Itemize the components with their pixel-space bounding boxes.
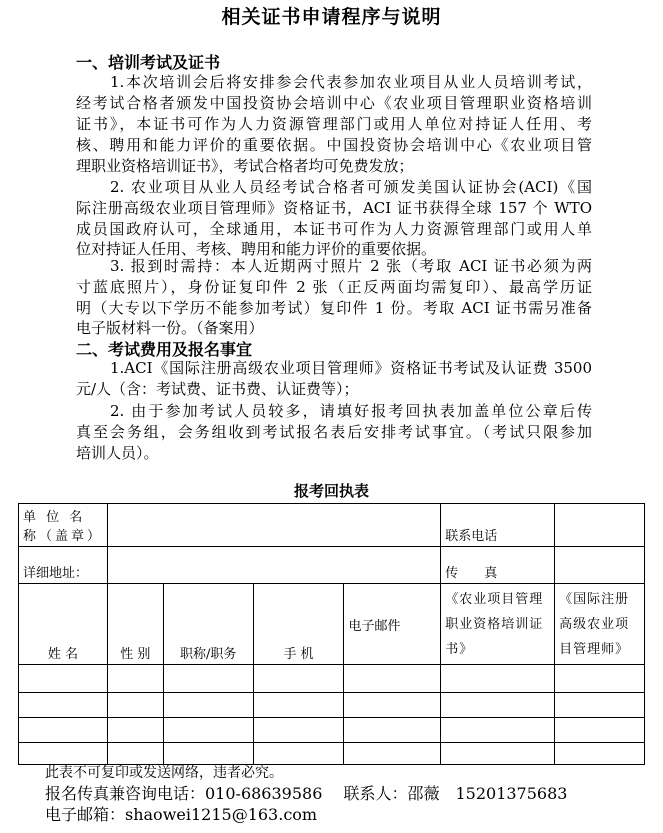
cell[interactable]	[19, 693, 108, 718]
paragraph-line: 1.本次培训会后将安排参会代表参加农业项目从业人员培训考试，	[110, 73, 592, 91]
cell[interactable]	[555, 718, 645, 743]
cell[interactable]	[107, 665, 163, 693]
paragraph-line: 证书》，本证书可作为人力资源管理部门或用人单位对持证人任用、考	[76, 115, 592, 133]
cell[interactable]	[555, 665, 645, 693]
footer-email: 电子邮箱：shaowei1215@163.com	[45, 805, 318, 824]
col-name: 姓 名	[19, 584, 108, 665]
table-row	[19, 665, 645, 693]
cell[interactable]	[441, 665, 555, 693]
phone-label: 联系电话	[441, 504, 555, 547]
cell[interactable]	[19, 718, 108, 743]
table-row	[19, 693, 645, 718]
cell[interactable]	[163, 718, 253, 743]
cell[interactable]	[441, 693, 555, 718]
section2-heading: 二、考试费用及报名事宜	[76, 340, 253, 359]
col-cert-agri: 《农业项目管理职业资格培训证书》	[441, 584, 555, 665]
cell[interactable]	[344, 665, 441, 693]
cell[interactable]	[107, 718, 163, 743]
paragraph-line: 3. 报到时需持：本人近期两寸照片 2 张（考取 ACI 证书必须为两	[110, 257, 592, 275]
paragraph-line: 培训人员）。	[76, 444, 159, 462]
cell[interactable]	[344, 693, 441, 718]
paragraph-line: 位对持证人任用、考核、聘用和能力评价的重要依据。	[76, 240, 437, 258]
cell[interactable]	[253, 718, 344, 743]
cell[interactable]	[441, 718, 555, 743]
col-title: 职称/职务	[163, 584, 253, 665]
paragraph-line: 明（大专以下学历不能参加考试）复印件 1 份。考取 ACI 证书需另准备	[76, 299, 592, 317]
address-label: 详细地址：	[19, 547, 108, 584]
paragraph-line: 理职业资格培训证书》，考试合格者均可免费发放；	[76, 157, 414, 175]
cell[interactable]	[163, 665, 253, 693]
cell[interactable]	[441, 743, 555, 765]
col-cert-aci: 《国际注册高级农业项目管理师》	[555, 584, 645, 665]
cell[interactable]	[107, 693, 163, 718]
cell[interactable]	[253, 693, 344, 718]
cell[interactable]	[163, 693, 253, 718]
cell[interactable]	[555, 693, 645, 718]
table-row	[19, 718, 645, 743]
paragraph-line: 元/人（含：考试费、证书费、认证费等）；	[76, 380, 359, 398]
form-title: 报考回执表	[293, 482, 369, 500]
paragraph-line: 真至会务组，会务组收到考试报名表后安排考试事宜。（考试只限参加	[76, 423, 592, 441]
phone-field[interactable]	[555, 504, 645, 547]
paragraph-line: 2. 由于参加考试人员较多，请填好报考回执表加盖单位公章后传	[110, 402, 592, 420]
fax-field[interactable]	[555, 547, 645, 584]
col-gender: 性 别	[107, 584, 163, 665]
registration-form-table	[18, 503, 645, 765]
paragraph-line: 2. 农业项目从业人员经考试合格者可颁发美国认证协会(ACI)《国	[110, 178, 592, 196]
paragraph-line: 电子版材料一份。（备案用）	[76, 319, 264, 337]
cell[interactable]	[253, 665, 344, 693]
cell[interactable]	[344, 743, 441, 765]
paragraph-line: 寸蓝底照片），身份证复印件 2 张（正反两面均需复印）、最高学历证	[76, 278, 592, 296]
paragraph-line: 核、聘用和能力评价的重要依据。中国投资协会培训中心《农业项目管	[76, 136, 592, 154]
fax-label: 传 真	[441, 547, 555, 584]
cell[interactable]	[344, 718, 441, 743]
address-field[interactable]	[107, 547, 440, 584]
footer-notice: 此表不可复印或发送网络，违者必究。	[45, 765, 283, 781]
col-mobile: 手 机	[253, 584, 344, 665]
paragraph-line: 成员国政府认可，全球通用，本证书可作为人力资源管理部门或用人单	[76, 220, 592, 238]
cell[interactable]	[19, 665, 108, 693]
paragraph-line: 经考试合格者颁发中国投资协会培训中心《农业项目管理职业资格培训	[76, 94, 592, 112]
section1-heading: 一、培训考试及证书	[76, 53, 221, 72]
paragraph-line: 际注册高级农业项目管理师》资格证书，ACI 证书获得全球 157 个 WTO	[76, 199, 592, 217]
unit-name-label: 单 位 名 称（盖章）	[19, 504, 108, 547]
page-title: 相关证书申请程序与说明	[221, 6, 442, 28]
footer-contact: 报名传真兼咨询电话：010-68639586 联系人：邵薇 15201375683	[45, 784, 568, 803]
paragraph-line: 1.ACI《国际注册高级农业项目管理师》资格证书考试及认证费 3500	[110, 359, 592, 377]
unit-name-field[interactable]	[107, 504, 440, 547]
cell[interactable]	[555, 743, 645, 765]
col-email: 电子邮件	[344, 584, 441, 665]
